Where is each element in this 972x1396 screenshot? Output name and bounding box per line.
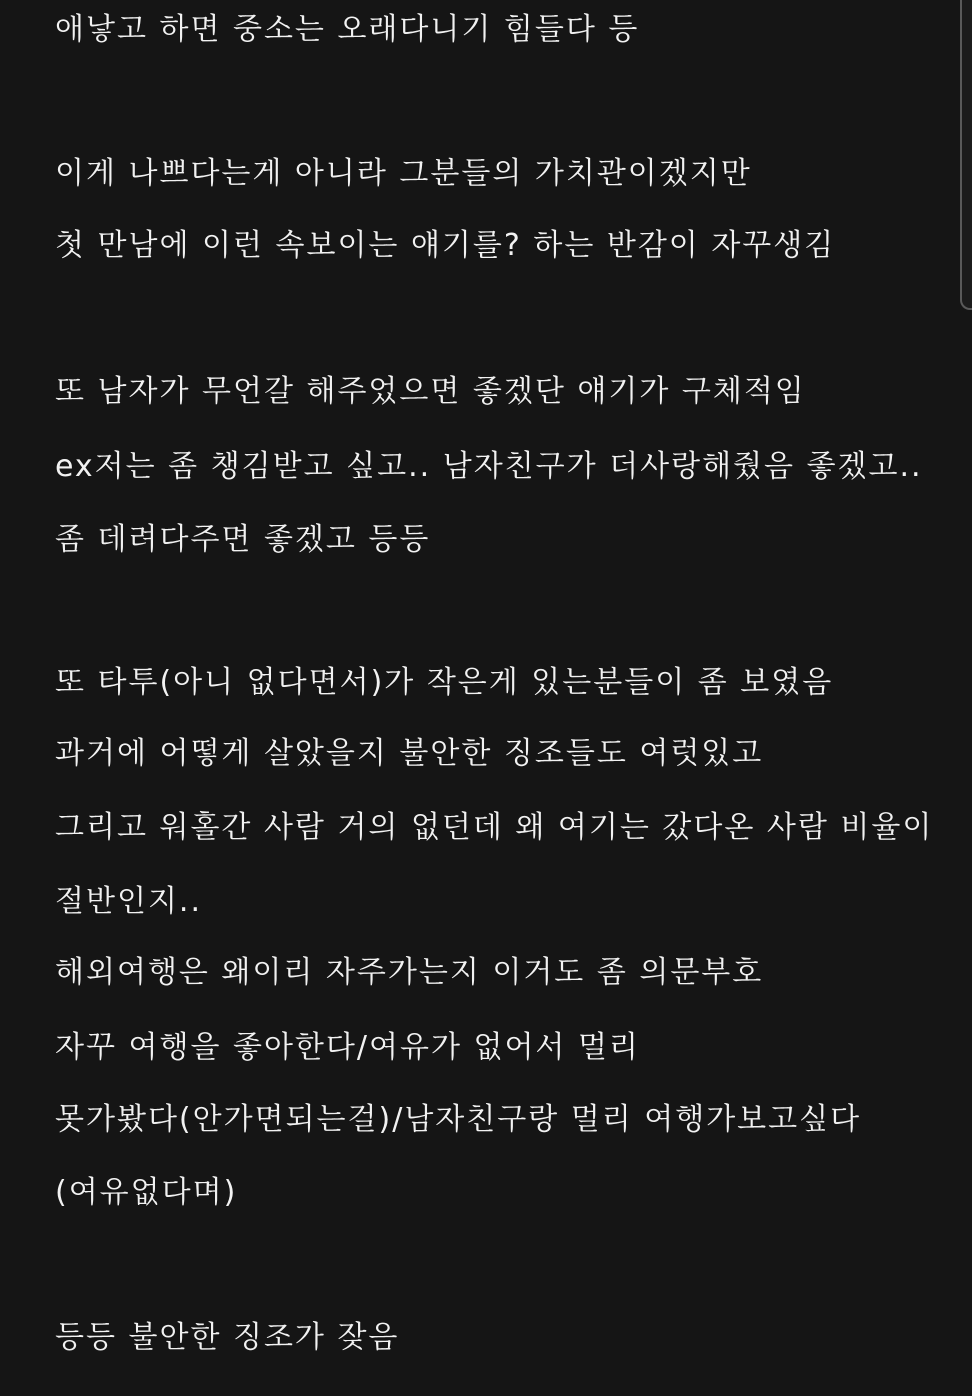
post-text-line: 해외여행은 왜이리 자주가는지 이거도 좀 의문부호	[55, 955, 764, 990]
post-text-line: 자꾸 여행을 좋아한다/여유가 없어서 멀리	[55, 1030, 640, 1065]
post-text-line: 좀 데려다주면 좋겠고 등등	[55, 522, 431, 557]
scrollbar-thumb[interactable]	[960, 0, 972, 310]
post-text-line: 등등 불안한 징조가 잦음	[55, 1320, 400, 1355]
scrollbar[interactable]	[958, 0, 972, 1396]
post-text-line: 그리고 워홀간 사람 거의 없던데 왜 여기는 갔다온 사람 비율이	[55, 810, 934, 845]
post-text-line: 또 타투(아니 없다면서)가 작은게 있는분들이 좀 보였음	[55, 665, 834, 700]
post-text-line: 절반인지..	[55, 884, 202, 919]
post-text-line: 못가봤다(안가면되는걸)/남자친구랑 멀리 여행가보고싶다	[55, 1102, 862, 1137]
post-text-line: ex저는 좀 챙김받고 싶고.. 남자친구가 더사랑해줬음 좋겠고..	[55, 449, 923, 484]
post-text-line: 애낳고 하면 중소는 오래다니기 힘들다 등	[55, 12, 640, 47]
post-text-line: 이게 나쁘다는게 아니라 그분들의 가치관이겠지만	[55, 156, 752, 191]
post-text-line: (여유없다며)	[55, 1175, 238, 1210]
post-text-line: 또 남자가 무언갈 해주었으면 좋겠단 얘기가 구체적임	[55, 374, 806, 409]
post-text-line: 과거에 어떻게 살았을지 불안한 징조들도 여럿있고	[55, 736, 764, 771]
post-text-line: 첫 만남에 이런 속보이는 얘기를? 하는 반감이 자꾸생김	[55, 228, 836, 263]
